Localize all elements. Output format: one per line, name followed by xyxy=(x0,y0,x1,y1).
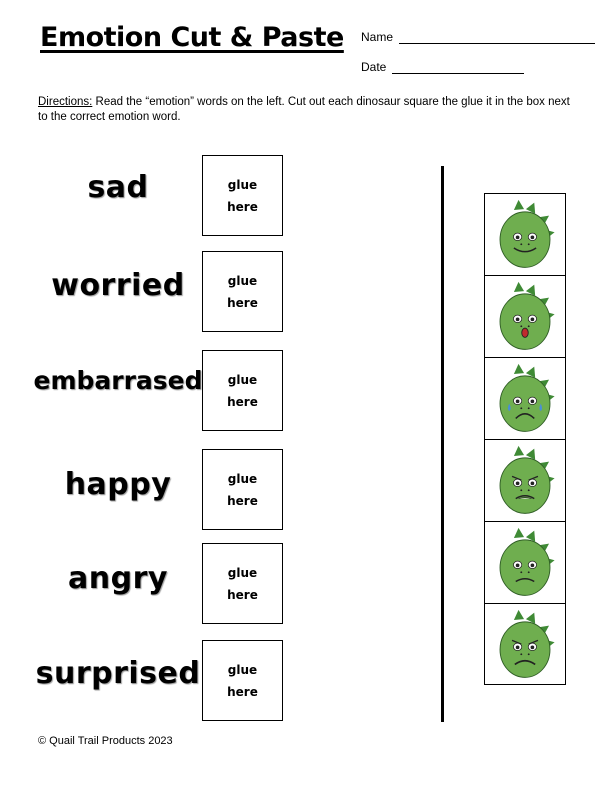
directions xyxy=(38,95,578,125)
glue-label: glue xyxy=(227,273,258,288)
copyright-footer: © Quail Trail Products 2023 xyxy=(38,735,173,747)
glue-label: glue xyxy=(227,565,258,580)
directions-text: Read the “emotion” words on the left. Cut out each dinosaur square the glue it in the box next to the correct emotion word. xyxy=(38,96,570,123)
emotion-word-worried: worried xyxy=(51,268,185,303)
directions-lead: Directions: xyxy=(38,96,93,108)
glue-label: glue xyxy=(227,662,258,677)
worried-dinosaur-icon xyxy=(488,443,562,519)
glue-label: glue xyxy=(227,471,258,486)
date-field[interactable] xyxy=(361,60,524,74)
emotion-word-angry: angry xyxy=(68,561,168,596)
name-line[interactable] xyxy=(399,31,595,44)
here-label: here xyxy=(227,295,258,310)
glue-label: glue xyxy=(227,372,258,387)
here-label: here xyxy=(227,394,258,409)
worksheet-title: Emotion Cut & Paste xyxy=(40,22,344,53)
embarrassed-dinosaur-icon xyxy=(488,525,562,601)
here-label: here xyxy=(227,493,258,508)
angry-dinosaur-icon xyxy=(488,607,562,683)
dinosaur-cutout-square[interactable] xyxy=(485,276,565,358)
name-field[interactable] xyxy=(361,30,595,44)
emotion-word-happy: happy xyxy=(64,467,172,502)
dinosaur-cutout-square[interactable] xyxy=(485,522,565,604)
here-label: here xyxy=(227,684,258,699)
surprised-dinosaur-icon xyxy=(488,279,562,355)
glue-box[interactable] xyxy=(202,251,283,332)
smiling-dinosaur-icon xyxy=(488,197,562,273)
here-label: here xyxy=(227,587,258,602)
glue-box[interactable] xyxy=(202,543,283,624)
glue-box[interactable] xyxy=(202,350,283,431)
crying-dinosaur-icon xyxy=(488,361,562,437)
dinosaur-cutout-column xyxy=(484,193,566,685)
glue-box[interactable] xyxy=(202,640,283,721)
date-line[interactable] xyxy=(392,61,524,74)
emotion-word-embarrased: embarrased xyxy=(33,366,203,395)
glue-box[interactable] xyxy=(202,449,283,530)
here-label: here xyxy=(227,199,258,214)
dinosaur-cutout-square[interactable] xyxy=(485,194,565,276)
dinosaur-cutout-square[interactable] xyxy=(485,604,565,686)
cut-divider-line xyxy=(441,166,444,722)
dinosaur-cutout-square[interactable] xyxy=(485,440,565,522)
glue-label: glue xyxy=(227,177,258,192)
emotion-word-surprised: surprised xyxy=(35,656,201,691)
dinosaur-cutout-square[interactable] xyxy=(485,358,565,440)
glue-box[interactable] xyxy=(202,155,283,236)
emotion-word-sad: sad xyxy=(87,170,149,205)
date-label: Date xyxy=(361,60,387,74)
name-label: Name xyxy=(361,30,394,44)
